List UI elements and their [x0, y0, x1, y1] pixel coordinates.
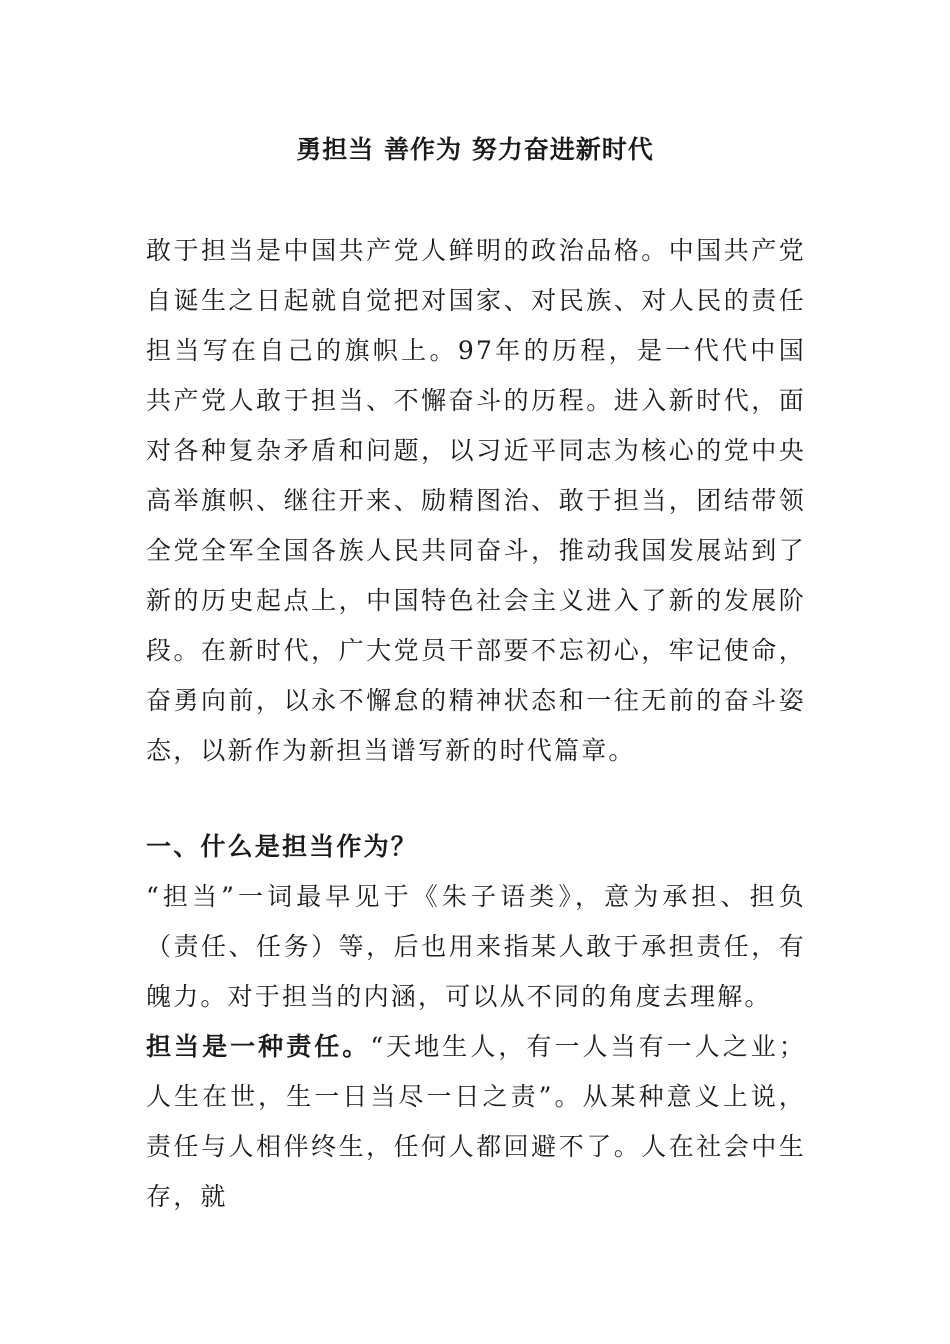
- section-heading: 一、什么是担当作为？: [146, 832, 419, 861]
- section-paragraph-responsibility: [146, 1022, 806, 1222]
- paragraph-lead-phrase: 担当是一种责任。: [146, 1032, 371, 1061]
- intro-paragraph: 敢于担当是中国共产党人鲜明的政治品格。中国共产党自诞生之日起就自觉把对国家、对民族、对人民的责任担当写在自己的旗帜上。97年的历程，是一代代中国共产党人敢于担当、不懈奋斗的历程。进入新时代，面对各种复杂矛盾和问题，以习近平同志为核心的党中央高举旗帜、继往开来、励精图治、敢于担当，团结带领全党全军全国各族人民共同奋斗，推动我国发展站到了新的历史起点上，中国特色社会主义进入了新的发展阶段。在新时代，广大党员干部要不忘初心，牢记使命，奋勇向前，以永不懈怠的精神状态和一往无前的奋斗姿态，以新作为新担当谱写新的时代篇章。: [146, 236, 806, 765]
- section-what-is-responsibility: [146, 822, 806, 1222]
- intro-section: [146, 226, 806, 776]
- paragraph-text: “天地生人，有一人当有一人之业；人生在世，生一日当尽一日之责”。从某种意义上说，责任与人相伴终生，任何人都回避不了。人在社会中生存，就: [146, 1032, 806, 1211]
- document-title: 勇担当 善作为 努力奋进新时代: [296, 135, 654, 164]
- section-paragraph: “担当”一词最早见于《朱子语类》，意为承担、担负（责任、任务）等，后也用来指某人敢于承担责任，有魄力。对于担当的内涵，可以从不同的角度去理解。: [146, 882, 806, 1011]
